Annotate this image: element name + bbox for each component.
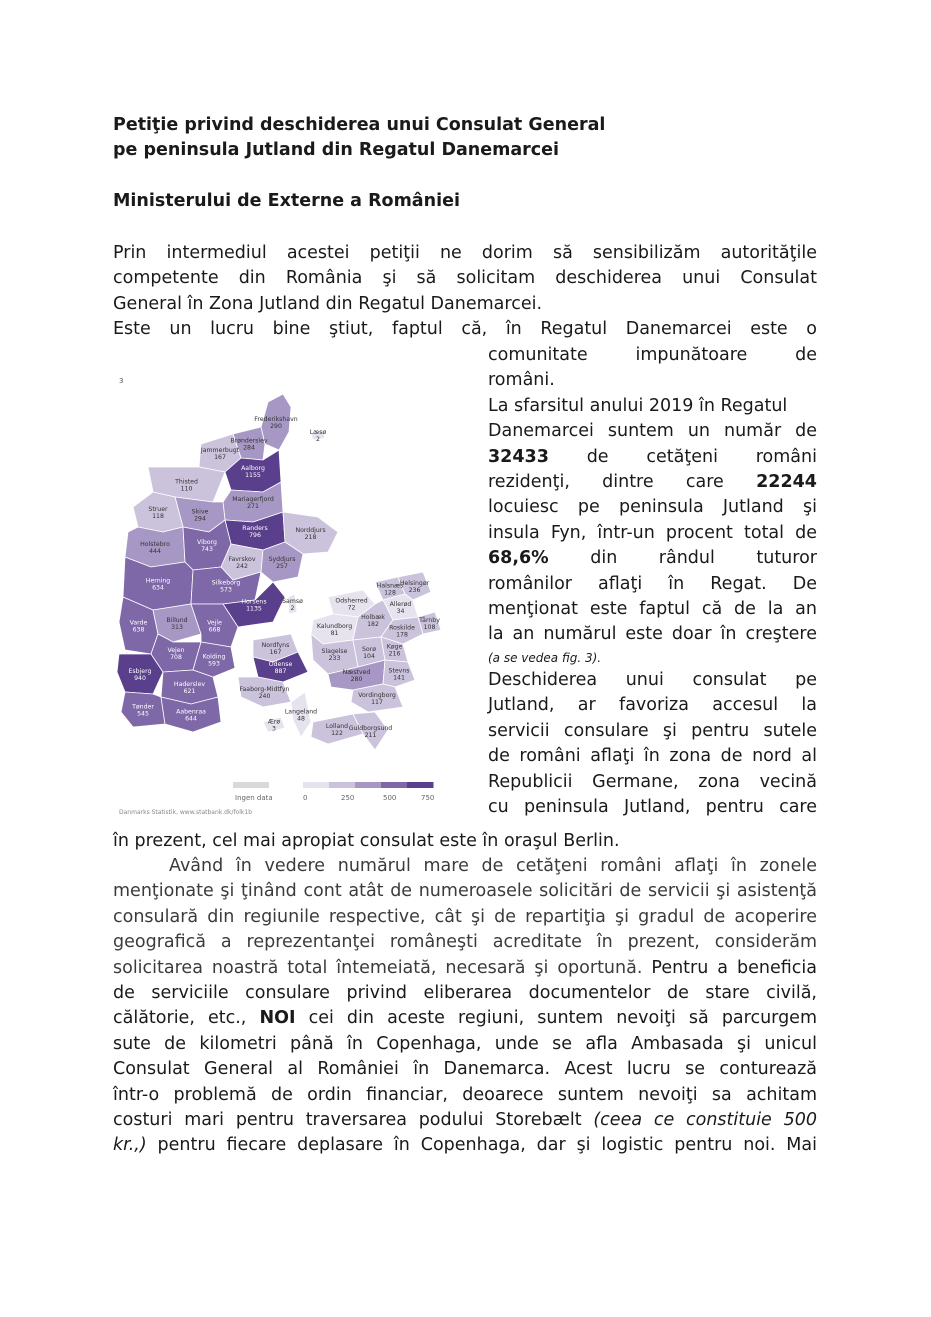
text-line: cu peninsula Jutland, pentru care <box>488 796 817 817</box>
map-label-value: 233 <box>328 655 341 662</box>
map-label-name: Kolding <box>202 653 226 661</box>
text-line: români. <box>488 370 555 391</box>
map-label-value: 1155 <box>245 472 261 479</box>
map-label-value: 257 <box>276 563 288 570</box>
map-label-value: 290 <box>270 423 282 430</box>
text-line: la an numărul este doar în creştere <box>488 624 817 645</box>
text-line: servicii consulare şi pentru sutele <box>488 720 817 741</box>
map-label-name: Slagelse <box>321 648 348 655</box>
map-label-name: Horsens <box>241 598 267 606</box>
map-label-value: 280 <box>350 676 363 683</box>
map-label-name: Favrskov <box>228 556 256 563</box>
text-line: Având în vedere numărul mare de cetăţeni români aflaţi în zonele <box>169 856 817 876</box>
map-label-name: Halsnæs <box>376 582 404 590</box>
text-line: Republicii Germane, zona vecină <box>488 771 817 792</box>
intro-line: Prin intermediul acestei petiţii ne dorim să sensibilizăm autorităţile <box>113 243 817 263</box>
map-label-value: 294 <box>194 515 206 523</box>
legend-nodata-swatch <box>233 782 269 788</box>
main-paragraph <box>113 854 817 1159</box>
map-label-value: 216 <box>388 650 401 658</box>
map-label-name: Guldborgsund <box>348 725 393 732</box>
map-label-value: 271 <box>247 503 259 510</box>
addressee-heading: Ministerului de Externe a României <box>113 191 460 211</box>
petition-title <box>113 113 813 163</box>
map-label-name: Nordfyns <box>261 642 290 649</box>
map-label-name: Vordingborg <box>358 692 396 699</box>
map-label-name: Silkeborg <box>211 579 241 587</box>
map-label-value: 117 <box>371 699 383 706</box>
map-label-name: Holbæk <box>361 614 385 621</box>
map-label-name: Helsingør <box>399 580 430 587</box>
after-map-line: în prezent, cel mai apropiat consulat este în oraşul Berlin. <box>113 831 620 851</box>
map-label-value: 72 <box>347 604 356 612</box>
text-line: comunitate impunătoare de <box>488 345 817 365</box>
text-line: Jutland, ar favoriza accesul la <box>488 695 817 716</box>
map-label-value: 178 <box>396 631 408 639</box>
map-label-name: Samsø <box>282 598 303 605</box>
map-label-name: Norddjurs <box>295 527 326 534</box>
map-label-name: Faaborg-Midtfyn <box>239 686 290 693</box>
legend-swatch <box>381 782 408 788</box>
map-label-name: Lolland <box>325 723 349 730</box>
map-label-name: Haderslev <box>173 681 206 688</box>
map-label-value: 313 <box>171 624 183 631</box>
map-label-name: Sorø <box>361 646 377 653</box>
map-label-name: Odsherred <box>335 597 368 605</box>
denmark-map-figure <box>113 372 448 820</box>
map-label-value: 743 <box>201 546 213 553</box>
map-label-value: 593 <box>208 660 220 668</box>
map-label-value: 236 <box>408 587 421 594</box>
intro-line: Este un lucru bine ştiut, faptul că, în Regatul Danemarcei este o <box>113 319 817 340</box>
map-label-name: Viborg <box>197 539 217 546</box>
text-line: costuri mari pentru traversarea podului Storebælt (ceea ce constituie 500 <box>113 1110 817 1131</box>
legend-tick: 500 <box>383 794 397 802</box>
map-label-name: Jammerbugt <box>200 447 240 454</box>
denmark-choropleth-map <box>113 372 448 820</box>
map-label-name: Aabenraa <box>176 708 206 716</box>
map-label-value: 242 <box>236 563 248 570</box>
text-line: kr.,) pentru fiecare deplasare în Copenhaga, dar şi logistic pentru noi. Mai <box>113 1135 817 1156</box>
text-line: insula Fyn, într-un procent total de <box>488 522 817 543</box>
text-line: menţionate şi ţinând cont atât de numeroasele solicitări de servicii şi asistenţă <box>113 881 817 902</box>
text-line: într-o problemă de ordin financiar, deoarece suntem nevoiţi sa achitam <box>113 1084 817 1105</box>
map-label-name: Køge <box>386 643 403 651</box>
map-label-name: Randers <box>242 525 268 532</box>
figure-reference: (a se vedea fig. 3). <box>488 650 602 665</box>
text-line: 32433 de cetăţeni români <box>488 446 817 467</box>
emphasis-noi: NOI <box>259 1008 296 1029</box>
map-label-value: 940 <box>134 675 146 682</box>
map-label-name: Struer <box>148 506 168 513</box>
map-label-name: Næstved <box>342 669 371 676</box>
legend-tick: 750 <box>421 794 435 802</box>
map-label-name: Odense <box>268 661 293 668</box>
map-label-value: 796 <box>249 532 261 539</box>
map-label-name: Stevns <box>388 667 410 675</box>
percentage: 68,6% <box>488 548 549 569</box>
legend-swatch <box>407 782 434 788</box>
map-label-value: 3 <box>272 725 276 733</box>
map-label-value: 2 <box>290 605 295 612</box>
text-line: La sfarsitul anului 2019 în Regatul <box>488 395 788 416</box>
map-label-name: Vejle <box>207 619 222 627</box>
map-label-value: 634 <box>152 584 164 592</box>
map-label-name: Herning <box>145 577 171 585</box>
map-label-value: 211 <box>364 732 377 739</box>
text-line: Deschiderea unui consulat pe <box>488 669 817 690</box>
map-label-name: Mariagerfjord <box>232 496 274 503</box>
map-label-value: 887 <box>274 668 287 675</box>
text-line: rezidenţi, dintre care 22244 <box>488 472 817 493</box>
legend-tick: 250 <box>341 794 355 802</box>
map-label-name: Skive <box>191 508 209 516</box>
text-line: românilor aflaţi în Regat. De <box>488 573 817 594</box>
map-label-name: Frederikshavn <box>254 416 298 423</box>
map-source: Danmarks Statistik, www.statbank.dk/folk1b <box>119 809 252 816</box>
map-label-value: 644 <box>185 715 197 723</box>
map-label-value: 104 <box>363 653 375 660</box>
legend-nodata-label: Ingen data <box>235 794 273 802</box>
text-line: Danemarcei suntem un număr de <box>488 421 817 442</box>
text-line: geografică a reprezentanţei româneşti acreditate în prezent, considerăm <box>113 932 817 953</box>
map-label-value: 573 <box>220 586 232 594</box>
legend-tick: 0 <box>303 794 308 802</box>
map-label-value: 118 <box>152 513 164 520</box>
text-line: călătorie, etc., NOI cei din aceste regiuni, suntem nevoiţi să parcurgem <box>113 1008 817 1029</box>
map-label-value: 141 <box>393 674 405 682</box>
map-label-value: 182 <box>367 621 379 628</box>
map-label-name: Allerød <box>389 601 412 608</box>
map-label-name: Thisted <box>175 478 198 486</box>
text-line: solicitarea noastră total întemeiată, necesară şi oportună. Pentru a beneficia <box>113 957 817 978</box>
text-line: menţionat este faptul că de la an <box>488 599 817 620</box>
intro-paragraph <box>113 241 817 343</box>
map-label-name: Holstebro <box>140 541 170 548</box>
text-line: de români aflaţi în zona de nord al <box>488 746 817 767</box>
map-label-value: 638 <box>132 626 145 634</box>
map-label-value: 34 <box>396 608 405 615</box>
map-label-value: 48 <box>297 715 305 723</box>
legend-swatch <box>303 782 330 788</box>
map-label-name: Ærø <box>267 718 281 726</box>
map-label-name: Varde <box>129 619 148 627</box>
intro-line: General în Zona Jutland din Regatul Danemarcei. <box>113 293 543 314</box>
title-line-2: pe peninsula Jutland din Regatul Danemarcei <box>113 140 560 160</box>
text-line: consulară din regiunile respective, cât şi de repartiţia şi gradul de acoperire <box>113 906 817 927</box>
map-label-value: 122 <box>331 730 343 737</box>
total-count: 32433 <box>488 446 549 467</box>
text-line: Consulat General al României în Danemarca. Acest lucru se conturează <box>113 1059 817 1080</box>
map-label-value: 444 <box>149 548 161 555</box>
legend-swatch <box>355 782 382 788</box>
map-label-name: Aalborg <box>241 465 265 472</box>
map-label-name: Billund <box>166 617 188 624</box>
map-label-name: Syddjurs <box>268 556 296 563</box>
map-label-value: 708 <box>170 654 182 661</box>
map-label-value: 284 <box>243 444 255 452</box>
jutland-count: 22244 <box>756 472 817 493</box>
figure-number: 3 <box>119 377 124 385</box>
map-label-value: 218 <box>304 534 317 541</box>
map-label-value: 167 <box>269 649 282 656</box>
text-line: locuiesc pe peninsula Jutland şi <box>488 497 817 518</box>
intro-line: competente din România şi să solicitam deschiderea unui Consulat <box>113 268 817 289</box>
map-label-name: Tårnby <box>419 617 440 624</box>
map-label-value: 167 <box>214 454 226 461</box>
map-label-value: 545 <box>137 710 149 718</box>
map-label-value: 2 <box>316 436 320 443</box>
map-label-name: Esbjerg <box>128 668 152 675</box>
text-line: sute de kilometri până în Copenhaga, unde se afla Ambasada şi unicul <box>113 1033 817 1054</box>
map-label-value: 81 <box>330 630 339 637</box>
map-label-name: Roskilde <box>389 624 415 632</box>
map-label-value: 110 <box>180 485 193 493</box>
text-line: de serviciile consulare privind eliberarea documentelor de stare civilă, <box>113 983 817 1004</box>
map-label-value: 1135 <box>246 605 262 613</box>
map-label-name: Tønder <box>132 703 154 711</box>
map-label-value: 240 <box>258 693 271 700</box>
map-label-name: Læsø <box>309 429 327 436</box>
map-label-name: Kalundborg <box>316 623 353 630</box>
map-label-name: Brønderslev <box>230 437 268 445</box>
statistics-column <box>488 343 817 820</box>
map-label-value: 621 <box>183 688 196 695</box>
text-line: 68,6% din rândul tuturor <box>488 548 817 569</box>
legend-swatch <box>329 782 356 788</box>
map-label-value: 668 <box>208 626 221 634</box>
map-label-value: 108 <box>423 624 436 631</box>
map-label-name: Vejen <box>167 647 185 654</box>
map-label-name: Langeland <box>284 708 318 716</box>
map-label-value: 128 <box>384 589 396 597</box>
legend-gradient <box>303 782 434 788</box>
title-line-1: Petiţie privind deschiderea unui Consulat General <box>113 115 606 135</box>
